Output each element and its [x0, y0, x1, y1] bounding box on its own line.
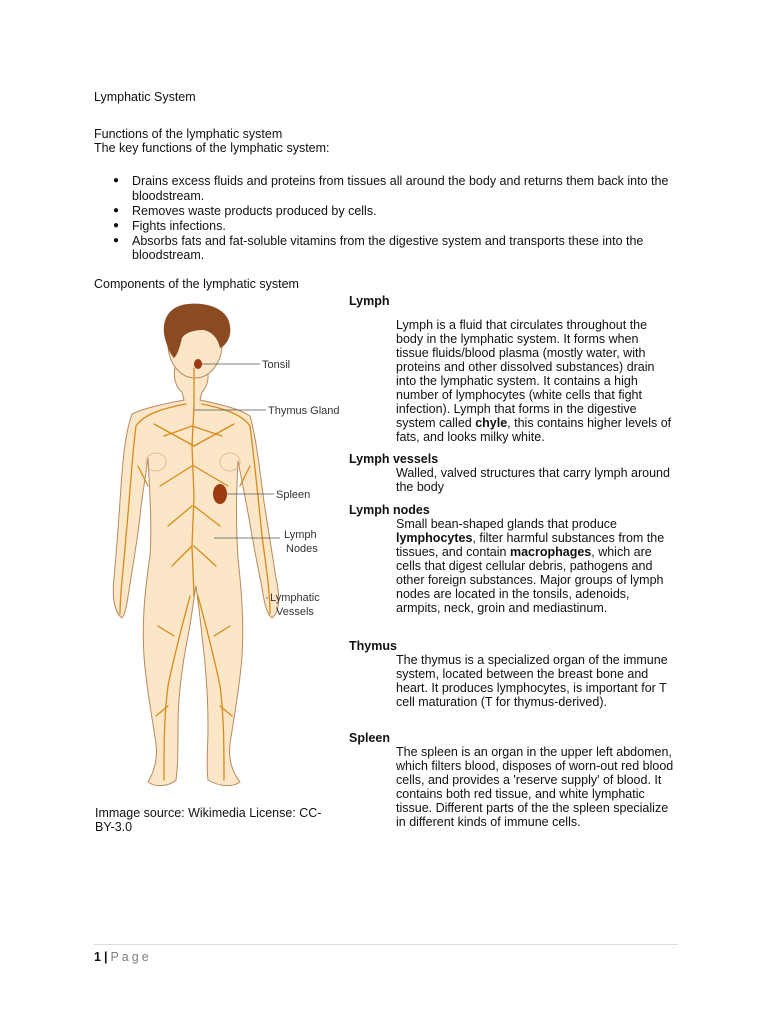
definition-lymph-start: Lymph is a fluid that circulates throughout the body in the lymphatic system. It forms when tissue fluids/blood plasma (mostly water, with proteins and other dissolved substances) drain into the lymphatic system. It contains a high number of lymphocytes (white cells that fight infection). Lymph that forms in the digestive system called [396, 318, 655, 430]
list-item-text: Fights infections. [132, 218, 226, 233]
definition-lymph-end: , this contains higher levels of fats, and looks milky white. [396, 416, 672, 444]
components-heading: Components of the lymphatic system [94, 277, 299, 291]
definition-lymph-nodes-part3: , which are cells that digest cellular debris, pathogens and other foreign substances. Major groups of lymph nodes are located in the tonsils, adenoids, armpits, neck, groin and mediastinum. [396, 545, 664, 615]
term-lymph-vessels: Lymph vessels [349, 452, 439, 466]
spleen [213, 484, 227, 504]
label-lymphatic-vessels-line1: Lymphatic [270, 592, 320, 604]
bullet-icon: ● [113, 219, 120, 231]
label-tonsil: Tonsil [262, 359, 291, 371]
definition-lymph-nodes-part2: , filter harmful substances from the tissues, and contain [396, 531, 665, 559]
definition-lymph-bold: chyle [475, 416, 508, 430]
list-item [94, 234, 684, 263]
page-footer [94, 950, 152, 964]
definition-lymph-nodes-bold2: macrophages [509, 545, 592, 559]
label-thymus-gland: Thymus Gland [268, 405, 340, 417]
page-number: 1 [94, 950, 101, 964]
definition-lymph-nodes [396, 517, 674, 615]
term-thymus: Thymus [349, 639, 397, 653]
definition-thymus: The thymus is a specialized organ of the immune system, located between the breast bone and heart. It produces lymphocytes, is important for T cell maturation (T for thymus-derived). [396, 653, 668, 709]
page-word: Page [110, 950, 152, 964]
footer-divider [94, 944, 678, 945]
definition-lymph-vessels: Walled, valved structures that carry lymph around the body [396, 466, 670, 494]
list-item [94, 219, 684, 234]
label-lymph-nodes-line2: Nodes [286, 543, 318, 555]
label-lymph-nodes-line1: Lymph [284, 529, 317, 541]
image-source-caption: Immage source: Wikimedia License: CC-BY-3.0 [95, 806, 322, 834]
term-lymph: Lymph [349, 294, 390, 308]
bullet-icon: ● [113, 234, 120, 246]
body-silhouette [113, 304, 278, 786]
document-title: Lymphatic System [94, 90, 196, 104]
list-item [94, 204, 684, 219]
definition-lymph-nodes-bold1: lymphocytes [396, 531, 473, 545]
page-separator: | [103, 950, 108, 964]
functions-intro: The key functions of the lymphatic system: [94, 141, 330, 155]
bullet-icon: ● [113, 204, 120, 216]
functions-heading: Functions of the lymphatic system [94, 127, 283, 141]
definition-spleen: The spleen is an organ in the upper left abdomen, which filters blood, disposes of worn-out red blood cells, and provides a 'reserve supply' of blood. It contains both red tissue, and white lymphatic tissue. Different parts of the the spleen specialize in different kinds of immune cells. [396, 745, 674, 829]
list-item-text: Drains excess fluids and proteins from tissues all around the body and returns them back into the bloodstream. [132, 174, 669, 203]
list-item [94, 174, 684, 203]
list-item-text: Absorbs fats and fat-soluble vitamins from the digestive system and transports these into the bloodstream. [132, 233, 644, 262]
label-spleen: Spleen [276, 489, 311, 501]
term-lymph-nodes: Lymph nodes [349, 503, 430, 517]
definition-lymph [396, 318, 674, 444]
bullet-icon: ● [113, 175, 120, 186]
list-item-text: Removes waste products produced by cells. [132, 203, 377, 218]
label-lymphatic-vessels-line2: Vessels [276, 606, 314, 618]
lymphatic-system-illustration [94, 296, 344, 806]
functions-list [94, 174, 684, 263]
definition-lymph-nodes-part1: Small bean-shaped glands that produce [396, 517, 617, 531]
tonsil [194, 359, 202, 369]
term-spleen: Spleen [349, 731, 390, 745]
